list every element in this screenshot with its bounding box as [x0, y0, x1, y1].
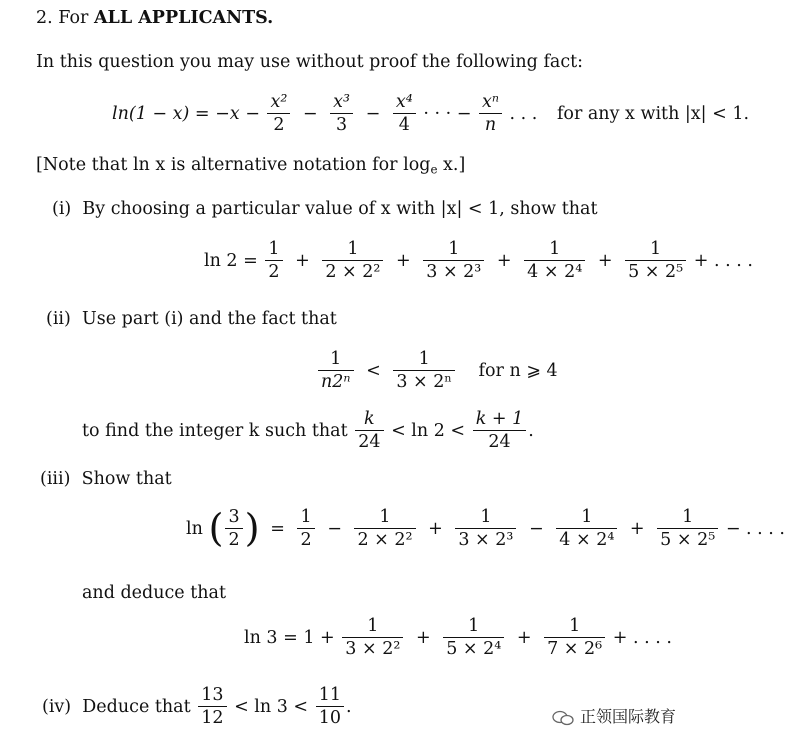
series-fact: ln(1 − x) = −x − $\frac{\text{x²}}{2}$ − $\frac{\text{x³}}{3}$ − $\frac{\text{x⁴}}{4}$ · · · − $\frac{\text{xⁿ}}{n}$ . . . for any x with |x| < 1. [112, 92, 750, 136]
intro-text: In this question you may use without proof the following fact: [36, 52, 584, 72]
fact-term-3: $\frac{\text{x³}}{3}$ [330, 93, 353, 136]
part-iii-series: ln ( $\frac{3}{2}$ ) = $\frac{1}{2}$ − $\frac{1}{\text{2 × 2²}}$ + $\frac{1}{\text{3 × 2³}}$ − $\frac{1}{\text{4 × 2⁴}}$ + $\frac{1}{\text{5 × 2⁵}}$ − . . . . [186, 506, 785, 551]
part-ii-text: (ii) Use part (i) and the fact that [46, 309, 337, 329]
part-iv-text: (iv) Deduce that $\frac{13}{12}$ < ln 3 < $\frac{11}{10}$ . [42, 685, 352, 729]
part-ii-inequality: $\frac{1}{\text{n2ⁿ}}$ < $\frac{1}{\text{3 × 2ⁿ}}$ for n ⩾ 4 [316, 350, 558, 393]
part-iii-deduce: and deduce that [82, 583, 226, 603]
watermark: 正领国际教育 [552, 704, 676, 727]
fact-term-4: $\frac{\text{x⁴}}{4}$ [393, 93, 416, 136]
part-i-series: ln 2 = $\frac{1}{2}$ + $\frac{1}{\text{2 × 2²}}$ + $\frac{1}{\text{3 × 2³}}$ + $\frac{1}{\text{4 × 2⁴}}$ + $\frac{1}{\text{5 × 2⁵}}$ + . . . . [204, 239, 753, 283]
part-ii-find: to find the integer k such that $\frac{k}{24}$ < ln 2 < $\frac{k + 1}{24}$ . [82, 409, 534, 453]
part-iii-series-ln3: ln 3 = 1 + $\frac{1}{\text{3 × 2²}}$ + $\frac{1}{\text{5 × 2⁴}}$ + $\frac{1}{\text{7 × 2⁶}}$ + . . . . [244, 616, 672, 660]
fact-term-2: $\frac{\text{x²}}{2}$ [267, 93, 290, 136]
wechat-icon [552, 710, 574, 726]
fact-term-n: $\frac{\text{xⁿ}}{n}$ [479, 93, 502, 136]
question-heading: 2. For ALL APPLICANTS. [36, 8, 274, 28]
part-i-text: (i) By choosing a particular value of x with |x| < 1, show that [52, 199, 598, 219]
note-text: [Note that ln x is alternative notation for $\log_e x$.] [36, 155, 466, 177]
part-iii-text: (iii) Show that [40, 469, 172, 489]
